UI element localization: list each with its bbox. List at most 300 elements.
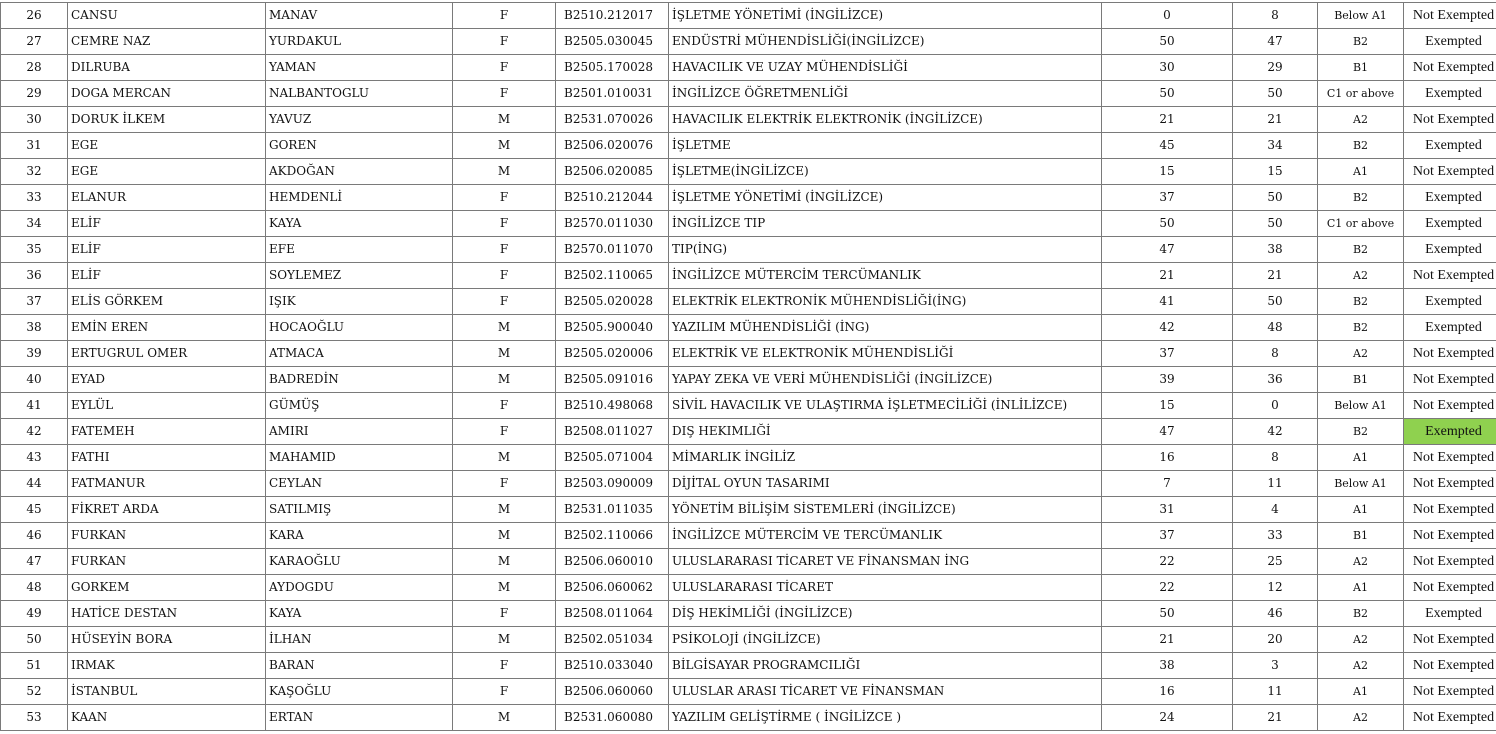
- score-2-cell: 12: [1233, 575, 1318, 601]
- row-number-cell: 28: [1, 55, 68, 81]
- exemption-status-cell: Not Exempted: [1404, 55, 1496, 81]
- table-row: [1, 679, 1496, 705]
- gender-cell: F: [453, 211, 556, 237]
- first-name-cell: CEMRE NAZ: [68, 29, 266, 55]
- level-cell: B2: [1318, 185, 1404, 211]
- table-row: [1, 705, 1496, 731]
- first-name-cell: FATHI: [68, 445, 266, 471]
- exemption-status-cell: Not Exempted: [1404, 653, 1496, 679]
- level-cell: A2: [1318, 627, 1404, 653]
- score-2-cell: 50: [1233, 185, 1318, 211]
- program-cell: SİVİL HAVACILIK VE ULAŞTIRMA İŞLETMECİLİĞİ (İNLİLİZCE): [669, 393, 1102, 419]
- program-cell: TIP(İNG): [669, 237, 1102, 263]
- student-id-cell: B2503.090009: [556, 471, 669, 497]
- exemption-status-cell: Not Exempted: [1404, 705, 1496, 731]
- student-id-cell: B2508.011027: [556, 419, 669, 445]
- last-name-cell: MAHAMID: [266, 445, 453, 471]
- score-1-cell: 47: [1102, 419, 1233, 445]
- score-1-cell: 50: [1102, 81, 1233, 107]
- level-cell: C1 or above: [1318, 211, 1404, 237]
- row-number-cell: 26: [1, 3, 68, 29]
- score-2-cell: 20: [1233, 627, 1318, 653]
- first-name-cell: IRMAK: [68, 653, 266, 679]
- last-name-cell: GOREN: [266, 133, 453, 159]
- last-name-cell: AYDOGDU: [266, 575, 453, 601]
- gender-cell: F: [453, 419, 556, 445]
- gender-cell: M: [453, 315, 556, 341]
- student-id-cell: B2505.030045: [556, 29, 669, 55]
- gender-cell: F: [453, 653, 556, 679]
- score-1-cell: 50: [1102, 601, 1233, 627]
- level-cell: B2: [1318, 419, 1404, 445]
- first-name-cell: HATİCE DESTAN: [68, 601, 266, 627]
- program-cell: İNGİLİZCE MÜTERCİM VE TERCÜMANLIK: [669, 523, 1102, 549]
- first-name-cell: EYAD: [68, 367, 266, 393]
- score-1-cell: 50: [1102, 29, 1233, 55]
- last-name-cell: CEYLAN: [266, 471, 453, 497]
- score-2-cell: 8: [1233, 3, 1318, 29]
- program-cell: ULUSLARARASI TİCARET: [669, 575, 1102, 601]
- row-number-cell: 46: [1, 523, 68, 549]
- level-cell: B2: [1318, 133, 1404, 159]
- exemption-status-cell: Not Exempted: [1404, 549, 1496, 575]
- score-2-cell: 21: [1233, 705, 1318, 731]
- student-id-cell: B2570.011070: [556, 237, 669, 263]
- exemption-status-cell: Not Exempted: [1404, 679, 1496, 705]
- score-1-cell: 16: [1102, 679, 1233, 705]
- last-name-cell: SOYLEMEZ: [266, 263, 453, 289]
- table-row: [1, 107, 1496, 133]
- row-number-cell: 44: [1, 471, 68, 497]
- table-row: [1, 289, 1496, 315]
- last-name-cell: HEMDENLİ: [266, 185, 453, 211]
- first-name-cell: FURKAN: [68, 523, 266, 549]
- level-cell: Below A1: [1318, 3, 1404, 29]
- program-cell: ELEKTRİK VE ELEKTRONİK MÜHENDİSLİĞİ: [669, 341, 1102, 367]
- row-number-cell: 45: [1, 497, 68, 523]
- student-id-cell: B2505.900040: [556, 315, 669, 341]
- program-cell: YAPAY ZEKA VE VERİ MÜHENDİSLİĞİ (İNGİLİZCE): [669, 367, 1102, 393]
- gender-cell: M: [453, 107, 556, 133]
- gender-cell: F: [453, 263, 556, 289]
- exemption-status-cell: Not Exempted: [1404, 367, 1496, 393]
- row-number-cell: 40: [1, 367, 68, 393]
- student-id-cell: B2501.010031: [556, 81, 669, 107]
- exemption-status-cell: Exempted: [1404, 29, 1496, 55]
- score-1-cell: 47: [1102, 237, 1233, 263]
- row-number-cell: 39: [1, 341, 68, 367]
- level-cell: B2: [1318, 29, 1404, 55]
- table-row: [1, 315, 1496, 341]
- exemption-status-cell: Not Exempted: [1404, 523, 1496, 549]
- score-2-cell: 3: [1233, 653, 1318, 679]
- program-cell: YAZILIM GELİŞTİRME ( İNGİLİZCE ): [669, 705, 1102, 731]
- score-2-cell: 0: [1233, 393, 1318, 419]
- gender-cell: M: [453, 159, 556, 185]
- table-row: [1, 549, 1496, 575]
- gender-cell: M: [453, 575, 556, 601]
- score-1-cell: 38: [1102, 653, 1233, 679]
- exemption-status-cell: Not Exempted: [1404, 107, 1496, 133]
- first-name-cell: DILRUBA: [68, 55, 266, 81]
- row-number-cell: 43: [1, 445, 68, 471]
- level-cell: B2: [1318, 237, 1404, 263]
- student-id-cell: B2531.011035: [556, 497, 669, 523]
- table-row: [1, 133, 1496, 159]
- exemption-status-cell: Exempted: [1404, 211, 1496, 237]
- first-name-cell: ELANUR: [68, 185, 266, 211]
- program-cell: İNGİLİZCE TIP: [669, 211, 1102, 237]
- student-id-cell: B2508.011064: [556, 601, 669, 627]
- first-name-cell: ELİF: [68, 237, 266, 263]
- level-cell: B2: [1318, 315, 1404, 341]
- program-cell: İŞLETME: [669, 133, 1102, 159]
- score-2-cell: 11: [1233, 471, 1318, 497]
- row-number-cell: 29: [1, 81, 68, 107]
- level-cell: A2: [1318, 549, 1404, 575]
- score-2-cell: 48: [1233, 315, 1318, 341]
- last-name-cell: AKDOĞAN: [266, 159, 453, 185]
- gender-cell: F: [453, 679, 556, 705]
- score-1-cell: 31: [1102, 497, 1233, 523]
- row-number-cell: 51: [1, 653, 68, 679]
- gender-cell: M: [453, 549, 556, 575]
- level-cell: A2: [1318, 341, 1404, 367]
- score-1-cell: 37: [1102, 523, 1233, 549]
- table-row: [1, 341, 1496, 367]
- exemption-status-cell[interactable]: Exempted: [1404, 419, 1496, 445]
- row-number-cell: 48: [1, 575, 68, 601]
- score-2-cell: 36: [1233, 367, 1318, 393]
- score-1-cell: 24: [1102, 705, 1233, 731]
- row-number-cell: 34: [1, 211, 68, 237]
- score-1-cell: 22: [1102, 575, 1233, 601]
- first-name-cell: ELİF: [68, 263, 266, 289]
- score-2-cell: 50: [1233, 211, 1318, 237]
- first-name-cell: FURKAN: [68, 549, 266, 575]
- exemption-status-cell: Not Exempted: [1404, 575, 1496, 601]
- exemption-status-cell: Not Exempted: [1404, 263, 1496, 289]
- score-2-cell: 11: [1233, 679, 1318, 705]
- gender-cell: M: [453, 367, 556, 393]
- score-1-cell: 21: [1102, 627, 1233, 653]
- row-number-cell: 36: [1, 263, 68, 289]
- student-id-cell: B2502.110066: [556, 523, 669, 549]
- row-number-cell: 41: [1, 393, 68, 419]
- exemption-status-cell: Exempted: [1404, 289, 1496, 315]
- first-name-cell: FATMANUR: [68, 471, 266, 497]
- student-id-cell: B2506.060062: [556, 575, 669, 601]
- first-name-cell: ELİF: [68, 211, 266, 237]
- program-cell: HAVACILIK VE UZAY MÜHENDİSLİĞİ: [669, 55, 1102, 81]
- exemption-status-cell: Not Exempted: [1404, 471, 1496, 497]
- gender-cell: F: [453, 81, 556, 107]
- score-1-cell: 15: [1102, 393, 1233, 419]
- table-row: [1, 601, 1496, 627]
- first-name-cell: DORUK İLKEM: [68, 107, 266, 133]
- gender-cell: F: [453, 3, 556, 29]
- score-2-cell: 38: [1233, 237, 1318, 263]
- score-2-cell: 29: [1233, 55, 1318, 81]
- table-row: [1, 159, 1496, 185]
- last-name-cell: ERTAN: [266, 705, 453, 731]
- first-name-cell: ERTUGRUL OMER: [68, 341, 266, 367]
- exemption-status-cell: Exempted: [1404, 237, 1496, 263]
- table-row: [1, 497, 1496, 523]
- program-cell: İNGİLİZCE ÖĞRETMENLİĞİ: [669, 81, 1102, 107]
- score-2-cell: 47: [1233, 29, 1318, 55]
- score-1-cell: 22: [1102, 549, 1233, 575]
- program-cell: BİLGİSAYAR PROGRAMCILIĞI: [669, 653, 1102, 679]
- student-id-cell: B2531.060080: [556, 705, 669, 731]
- level-cell: A1: [1318, 159, 1404, 185]
- student-id-cell: B2505.091016: [556, 367, 669, 393]
- exemption-status-cell: Exempted: [1404, 315, 1496, 341]
- last-name-cell: İLHAN: [266, 627, 453, 653]
- gender-cell: F: [453, 471, 556, 497]
- first-name-cell: EYLÜL: [68, 393, 266, 419]
- exemption-status-cell: Not Exempted: [1404, 341, 1496, 367]
- table-row: [1, 29, 1496, 55]
- last-name-cell: YAVUZ: [266, 107, 453, 133]
- score-2-cell: 33: [1233, 523, 1318, 549]
- first-name-cell: İSTANBUL: [68, 679, 266, 705]
- last-name-cell: BADREDİN: [266, 367, 453, 393]
- student-id-cell: B2502.051034: [556, 627, 669, 653]
- gender-cell: F: [453, 55, 556, 81]
- first-name-cell: CANSU: [68, 3, 266, 29]
- level-cell: A2: [1318, 107, 1404, 133]
- program-cell: DİŞ HEKİMLİĞİ (İNGİLİZCE): [669, 601, 1102, 627]
- row-number-cell: 31: [1, 133, 68, 159]
- table-row: [1, 523, 1496, 549]
- first-name-cell: KAAN: [68, 705, 266, 731]
- program-cell: İŞLETME YÖNETİMİ (İNGİLİZCE): [669, 3, 1102, 29]
- last-name-cell: SATILMIŞ: [266, 497, 453, 523]
- student-id-cell: B2570.011030: [556, 211, 669, 237]
- first-name-cell: HÜSEYİN BORA: [68, 627, 266, 653]
- level-cell: A1: [1318, 679, 1404, 705]
- score-2-cell: 15: [1233, 159, 1318, 185]
- first-name-cell: FİKRET ARDA: [68, 497, 266, 523]
- gender-cell: F: [453, 601, 556, 627]
- last-name-cell: MANAV: [266, 3, 453, 29]
- level-cell: C1 or above: [1318, 81, 1404, 107]
- table-row: [1, 81, 1496, 107]
- first-name-cell: DOGA MERCAN: [68, 81, 266, 107]
- row-number-cell: 38: [1, 315, 68, 341]
- exemption-status-cell: Exempted: [1404, 185, 1496, 211]
- student-id-cell: B2506.060010: [556, 549, 669, 575]
- row-number-cell: 30: [1, 107, 68, 133]
- last-name-cell: YAMAN: [266, 55, 453, 81]
- exemption-status-cell: Exempted: [1404, 133, 1496, 159]
- gender-cell: F: [453, 393, 556, 419]
- score-1-cell: 45: [1102, 133, 1233, 159]
- table-row: [1, 393, 1496, 419]
- program-cell: ULUSLARARASI TİCARET VE FİNANSMAN İNG: [669, 549, 1102, 575]
- score-1-cell: 16: [1102, 445, 1233, 471]
- last-name-cell: YURDAKUL: [266, 29, 453, 55]
- level-cell: Below A1: [1318, 393, 1404, 419]
- last-name-cell: KAŞOĞLU: [266, 679, 453, 705]
- first-name-cell: EMİN EREN: [68, 315, 266, 341]
- level-cell: A2: [1318, 263, 1404, 289]
- program-cell: ULUSLAR ARASI TİCARET VE FİNANSMAN: [669, 679, 1102, 705]
- level-cell: A1: [1318, 445, 1404, 471]
- program-cell: ENDÜSTRİ MÜHENDİSLİĞİ(İNGİLİZCE): [669, 29, 1102, 55]
- score-1-cell: 21: [1102, 263, 1233, 289]
- student-id-cell: B2505.020006: [556, 341, 669, 367]
- level-cell: A2: [1318, 705, 1404, 731]
- last-name-cell: IŞIK: [266, 289, 453, 315]
- level-cell: A1: [1318, 575, 1404, 601]
- score-2-cell: 25: [1233, 549, 1318, 575]
- program-cell: ELEKTRİK ELEKTRONİK MÜHENDİSLİĞİ(İNG): [669, 289, 1102, 315]
- gender-cell: F: [453, 185, 556, 211]
- first-name-cell: EGE: [68, 159, 266, 185]
- level-cell: B1: [1318, 367, 1404, 393]
- program-cell: İŞLETME YÖNETİMİ (İNGİLİZCE): [669, 185, 1102, 211]
- table-row: [1, 627, 1496, 653]
- level-cell: B2: [1318, 289, 1404, 315]
- score-2-cell: 21: [1233, 263, 1318, 289]
- last-name-cell: HOCAOĞLU: [266, 315, 453, 341]
- exemption-status-cell: Exempted: [1404, 81, 1496, 107]
- gender-cell: M: [453, 341, 556, 367]
- score-1-cell: 42: [1102, 315, 1233, 341]
- score-1-cell: 37: [1102, 185, 1233, 211]
- row-number-cell: 52: [1, 679, 68, 705]
- table-row: [1, 3, 1496, 29]
- level-cell: B2: [1318, 601, 1404, 627]
- score-1-cell: 15: [1102, 159, 1233, 185]
- program-cell: İNGİLİZCE MÜTERCİM TERCÜMANLIK: [669, 263, 1102, 289]
- program-cell: YAZILIM MÜHENDİSLİĞİ (İNG): [669, 315, 1102, 341]
- last-name-cell: KAYA: [266, 211, 453, 237]
- last-name-cell: KARAOĞLU: [266, 549, 453, 575]
- table-row: [1, 185, 1496, 211]
- program-cell: DİJİTAL OYUN TASARIMI: [669, 471, 1102, 497]
- gender-cell: F: [453, 289, 556, 315]
- score-1-cell: 0: [1102, 3, 1233, 29]
- program-cell: DIŞ HEKIMLIĞİ: [669, 419, 1102, 445]
- exemption-status-cell: Not Exempted: [1404, 497, 1496, 523]
- gender-cell: M: [453, 445, 556, 471]
- table-row: [1, 211, 1496, 237]
- score-1-cell: 30: [1102, 55, 1233, 81]
- level-cell: B1: [1318, 523, 1404, 549]
- table-row: [1, 575, 1496, 601]
- level-cell: B1: [1318, 55, 1404, 81]
- score-2-cell: 46: [1233, 601, 1318, 627]
- table-row: [1, 237, 1496, 263]
- table-row: [1, 653, 1496, 679]
- gender-cell: M: [453, 523, 556, 549]
- level-cell: A1: [1318, 497, 1404, 523]
- gender-cell: F: [453, 29, 556, 55]
- gender-cell: M: [453, 627, 556, 653]
- last-name-cell: AMIRI: [266, 419, 453, 445]
- table-row: [1, 445, 1496, 471]
- exemption-status-cell: Not Exempted: [1404, 393, 1496, 419]
- student-id-cell: B2505.020028: [556, 289, 669, 315]
- student-id-cell: B2506.060060: [556, 679, 669, 705]
- table-row: [1, 55, 1496, 81]
- row-number-cell: 47: [1, 549, 68, 575]
- gender-cell: F: [453, 237, 556, 263]
- student-id-cell: B2510.033040: [556, 653, 669, 679]
- last-name-cell: KARA: [266, 523, 453, 549]
- row-number-cell: 27: [1, 29, 68, 55]
- row-number-cell: 53: [1, 705, 68, 731]
- row-number-cell: 37: [1, 289, 68, 315]
- level-cell: A2: [1318, 653, 1404, 679]
- row-number-cell: 42: [1, 419, 68, 445]
- score-2-cell: 21: [1233, 107, 1318, 133]
- row-number-cell: 32: [1, 159, 68, 185]
- score-2-cell: 50: [1233, 289, 1318, 315]
- gender-cell: M: [453, 497, 556, 523]
- score-2-cell: 8: [1233, 341, 1318, 367]
- exemption-status-cell: Not Exempted: [1404, 445, 1496, 471]
- exemption-status-cell: Not Exempted: [1404, 627, 1496, 653]
- last-name-cell: NALBANTOGLU: [266, 81, 453, 107]
- exemption-status-cell: Exempted: [1404, 601, 1496, 627]
- row-number-cell: 35: [1, 237, 68, 263]
- row-number-cell: 50: [1, 627, 68, 653]
- level-cell: Below A1: [1318, 471, 1404, 497]
- program-cell: PSİKOLOJİ (İNGİLİZCE): [669, 627, 1102, 653]
- first-name-cell: ELİS GÖRKEM: [68, 289, 266, 315]
- gender-cell: M: [453, 133, 556, 159]
- table-row: [1, 471, 1496, 497]
- program-cell: YÖNETİM BİLİŞİM SİSTEMLERİ (İNGİLİZCE): [669, 497, 1102, 523]
- score-1-cell: 21: [1102, 107, 1233, 133]
- row-number-cell: 49: [1, 601, 68, 627]
- program-cell: MİMARLIK İNGİLİZ: [669, 445, 1102, 471]
- table-row: [1, 263, 1496, 289]
- score-2-cell: 50: [1233, 81, 1318, 107]
- student-id-cell: B2506.020085: [556, 159, 669, 185]
- score-1-cell: 50: [1102, 211, 1233, 237]
- program-cell: HAVACILIK ELEKTRİK ELEKTRONİK (İNGİLİZCE): [669, 107, 1102, 133]
- student-id-cell: B2505.071004: [556, 445, 669, 471]
- results-table: [0, 2, 1496, 731]
- student-id-cell: B2510.212017: [556, 3, 669, 29]
- last-name-cell: GÜMÜŞ: [266, 393, 453, 419]
- student-id-cell: B2510.212044: [556, 185, 669, 211]
- table-row: [1, 419, 1496, 445]
- student-id-cell: B2506.020076: [556, 133, 669, 159]
- last-name-cell: KAYA: [266, 601, 453, 627]
- first-name-cell: EGE: [68, 133, 266, 159]
- exemption-status-cell: Not Exempted: [1404, 3, 1496, 29]
- student-id-cell: B2502.110065: [556, 263, 669, 289]
- score-1-cell: 39: [1102, 367, 1233, 393]
- table-row: [1, 367, 1496, 393]
- student-id-cell: B2531.070026: [556, 107, 669, 133]
- first-name-cell: FATEMEH: [68, 419, 266, 445]
- student-id-cell: B2505.170028: [556, 55, 669, 81]
- last-name-cell: BARAN: [266, 653, 453, 679]
- exemption-status-cell: Not Exempted: [1404, 159, 1496, 185]
- program-cell: İŞLETME(İNGİLİZCE): [669, 159, 1102, 185]
- student-id-cell: B2510.498068: [556, 393, 669, 419]
- row-number-cell: 33: [1, 185, 68, 211]
- score-1-cell: 37: [1102, 341, 1233, 367]
- score-1-cell: 7: [1102, 471, 1233, 497]
